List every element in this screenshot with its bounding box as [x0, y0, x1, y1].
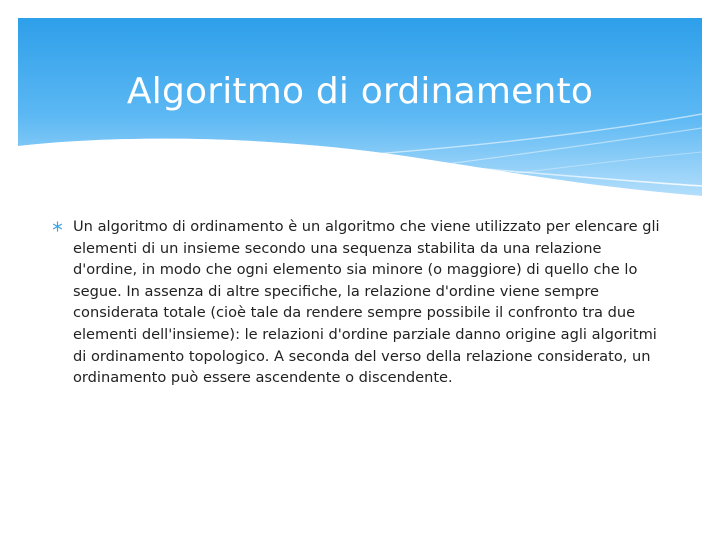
slide-title: Algoritmo di ordinamento — [126, 71, 594, 112]
bullet-item — [52, 216, 662, 389]
bullet-text: Un algoritmo di ordinamento è un algoritmo che viene utilizzato per elencare gli elementi di un insieme secondo una sequenza stabilita da una relazione d'ordine, in modo che ogni elemento sia minore (o maggiore) di quello che lo segue. In assenza di altre specifiche, la relazione d'ordine viene sempre considerata totale (cioè tale da rendere sempre possibile il confronto tra due elementi dell'insieme): le relazioni d'ordine parziale danno origine agli algoritmi di ordinamento topologico. A seconda del verso della relazione considerato, un ordinamento può essere ascendente o discendente. — [73, 218, 660, 387]
asterisk-bullet-icon — [52, 221, 63, 232]
slide-content — [52, 216, 662, 389]
title-banner — [18, 18, 702, 203]
